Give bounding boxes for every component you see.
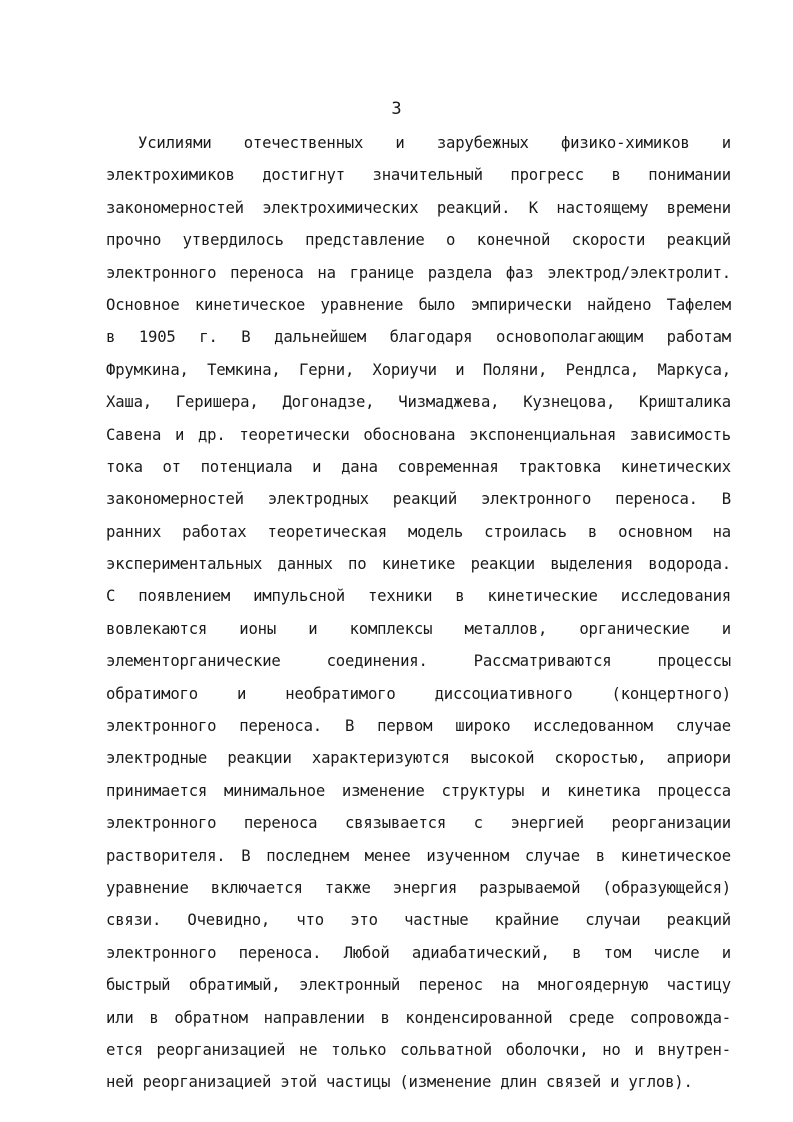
text-line [106,451,731,483]
word: выделения [550,555,633,574]
word: Тафелем [666,295,731,314]
word: и [541,781,551,800]
word: Рассматриваются [473,652,612,671]
word: Догонадзе, [282,393,375,412]
text-line [106,483,731,515]
text-line [106,580,731,612]
word: появлением [138,587,231,606]
word: включается [210,878,303,897]
page-number: 3 [391,99,402,119]
word: связи. [106,911,162,930]
word: на [317,263,336,282]
word: только [331,1040,387,1059]
word: и [721,134,731,152]
word: строилась [484,522,567,541]
word: и [721,943,731,962]
word: это [350,911,378,930]
word: и [634,1040,644,1059]
word: изменение [341,781,425,800]
text-line [106,1034,731,1066]
word: закономерностей [106,198,244,217]
word: электродные [106,749,208,768]
word: водорода. [648,555,731,574]
text-line [106,775,731,807]
word: кинетические [487,587,598,606]
word: модель [407,522,464,541]
word: менее [364,846,411,865]
word: обоснована [363,425,456,444]
word: настоящему [556,198,649,217]
word: диссоциативного [434,684,573,703]
word: реорганизацией [156,1040,286,1059]
word: (образующейся) [602,878,731,897]
word: и [236,684,247,703]
word: уравнение [320,295,404,314]
word: этой [280,1073,317,1092]
word: времени [666,198,731,217]
word: Хаша, [106,393,152,412]
word: среде [568,1008,615,1027]
word: найдено [586,295,652,314]
word: понимании [648,166,731,185]
word: обратимый, [188,976,281,995]
word: экспериментальных [106,555,263,574]
word: и [721,619,731,638]
word: основополагающим [496,328,644,347]
word: основном [618,522,692,541]
word: энергия [392,878,458,897]
word: априори [666,749,731,768]
word: работах [182,522,247,541]
word: закономерностей [106,490,244,509]
word: Савена [106,425,162,444]
word: прогресс [510,166,584,185]
word: в [149,1008,159,1027]
word: обратном [174,1008,248,1027]
word: реорганизации [611,814,731,833]
word: последнем [266,846,349,865]
word: первом [377,717,433,736]
word: вовлекаются [106,619,208,638]
word: переноса. [238,943,322,962]
word: энергией [510,814,584,833]
text-line [106,937,731,969]
word: органические [579,619,690,638]
word: металлов, [464,619,548,638]
text-line [106,419,731,451]
word: внутрен- [657,1040,731,1059]
word: элементорганические [106,652,281,671]
word: электрохимических [262,198,419,217]
text-line [106,548,731,580]
word: оболочки, [505,1040,589,1059]
word: В [344,717,355,736]
text-line [106,1066,731,1098]
word: соединения. [326,652,428,671]
text-line [106,969,731,1001]
word: Усилиями [138,134,212,152]
word: значительный [372,166,483,185]
word: дальнейшем [274,328,367,347]
text-line [106,904,731,936]
text-line [106,613,731,645]
word: о [446,231,456,250]
word: физико-химиков [560,134,690,152]
word: 1905 [138,328,176,347]
word: растворителя. [106,846,226,865]
word: по [348,555,367,574]
text-line [106,678,731,710]
word: принимается [106,781,208,800]
word: техники [367,587,433,606]
word: направлении [263,1008,365,1027]
text-line [106,516,731,548]
text-line [106,872,731,904]
word: адиабатический, [411,943,550,962]
word: переноса [243,814,318,833]
word: характеризуются [311,749,450,768]
word: Очевидно, [187,911,271,930]
word: многоядерную [537,976,649,995]
word: комплексы [349,619,433,638]
word: Хориучи [372,360,437,379]
word: в [611,166,621,185]
word: переноса [230,263,304,282]
word: потенциала [200,457,293,476]
word: кинетика [567,781,641,800]
text-line [106,710,731,742]
word: в [572,943,582,962]
word: утвердилось [182,231,284,250]
word: дана [341,457,378,476]
word: скоростью, [554,749,647,768]
word: быстрый [106,976,171,995]
word: в [455,587,465,606]
word: переноса. [615,490,698,509]
word: том [603,943,632,962]
word: зависимость [629,425,731,444]
word: в [380,1008,390,1027]
text-line [106,742,731,774]
word: Фрумкина, [106,360,189,379]
word: также [324,878,371,897]
word: зарубежных [436,134,529,152]
word: К [528,198,538,217]
text-line [106,224,731,256]
word: случае [524,846,580,865]
word: в [106,328,116,347]
word: Темкина, [207,360,281,379]
word: тока [106,457,143,476]
word: в [595,846,605,865]
word: кинетическое [620,846,731,865]
word: электронного [106,814,217,833]
word: прочно [106,231,162,250]
word: фаз [505,263,534,282]
word: на [501,976,520,995]
text-line [106,159,731,191]
word: электронный [299,976,401,995]
word: в [587,522,598,541]
word: крайние [494,911,559,930]
word: электронного [106,943,217,962]
word: Герни, [299,360,355,379]
word: процесса [657,781,731,800]
word: В [241,328,251,347]
text-line [106,127,731,159]
word: реакций [666,911,731,930]
word: трактовка [518,457,602,476]
word: реакций [392,490,458,509]
word: было [418,295,456,314]
word: г. [199,328,218,347]
text-line [106,840,731,872]
word: процессы [657,652,731,671]
word: представление [305,231,425,250]
word: реакций [666,231,731,250]
word: Поляни, [482,360,548,379]
word: эмпирически [470,295,572,314]
word: (концертного) [611,684,731,703]
word: др. [197,425,226,444]
word: частицы [325,1073,391,1092]
word: структуры [441,781,525,800]
word: скорости [571,231,646,250]
word: Маркуса, [657,360,731,379]
word: реакции [227,749,292,768]
word: электродных [267,490,369,509]
word: но [602,1040,621,1059]
word: Основное [106,295,180,314]
word: исследованном [533,717,653,736]
word: ней [106,1073,134,1092]
word: кинетическое [194,295,306,314]
word: перенос [418,976,483,995]
word: с [473,814,483,833]
word: электронного [480,490,592,509]
body-paragraph [106,127,731,1099]
word: ется [106,1040,143,1059]
word: реакций. [436,198,511,217]
word: импульсной [253,587,345,606]
word: и [308,619,318,638]
word: В [241,846,251,865]
text-line [106,257,731,289]
word: широко [455,717,511,736]
text-line [106,1002,731,1034]
text-line [106,289,731,321]
word: электронного [106,263,217,282]
word: Кузнецова, [523,393,616,412]
word: не [298,1040,318,1059]
word: высокой [469,749,535,768]
text-line [106,354,731,386]
word: на [712,522,731,541]
word: (изменение [399,1073,492,1092]
word: кинетике [381,555,456,574]
word: и [174,425,185,444]
text-line [106,807,731,839]
word: ионы [239,619,277,638]
word: теоретическая [267,522,387,541]
word: случае [675,717,731,736]
word: частицу [666,976,731,995]
text-line [106,321,731,353]
word: Рендлса, [565,360,640,379]
word: и [455,360,465,379]
word: разрываемой [479,878,581,897]
word: конденсированной [405,1008,553,1027]
word: современная [397,457,499,476]
word: углов). [628,1073,693,1092]
word: реорганизацией [142,1073,272,1092]
word: электрохимиков [106,166,235,185]
word: числе [653,943,700,962]
word: Геришера, [175,393,259,412]
word: электрод/электролит. [547,263,731,282]
word: сопровожда- [629,1008,731,1027]
word: связей [545,1073,602,1092]
word: связывается [344,814,447,833]
word: обратимого [106,684,198,703]
word: и [610,1073,620,1092]
word: частные [404,911,469,930]
text-line [106,192,731,224]
word: реакции [470,555,535,574]
word: и [395,134,405,152]
word: или [106,1008,134,1027]
word: что [296,911,324,930]
word: сольватной [400,1040,492,1059]
text-line [106,386,731,418]
word: конечной [476,231,551,250]
word: достигнут [262,166,345,185]
word: С [106,587,116,606]
word: минимальное [223,781,326,800]
word: отечественных [243,134,364,152]
word: Любой [343,943,390,962]
word: раздела [427,263,493,282]
word: В [721,490,731,509]
word: границе [349,263,414,282]
word: благодаря [389,328,473,347]
word: экспоненциальная [469,425,617,444]
word: и [312,457,322,476]
word: случаи [585,911,641,930]
word: переноса. [239,717,322,736]
word: необратимого [285,684,396,703]
text-line [106,645,731,677]
word: электронного [106,717,217,736]
word: длин [500,1073,537,1092]
word: уравнение [106,878,189,897]
word: Чизмаджева, [398,393,500,412]
word: данных [277,555,333,574]
word: ранних [106,522,162,541]
word: исследования [620,587,731,606]
word: работам [666,328,731,347]
word: изученном [426,846,510,865]
word: теоретически [239,425,350,444]
word: кинетических [620,457,731,476]
word: Кришталика [639,393,731,412]
word: от [162,457,181,476]
